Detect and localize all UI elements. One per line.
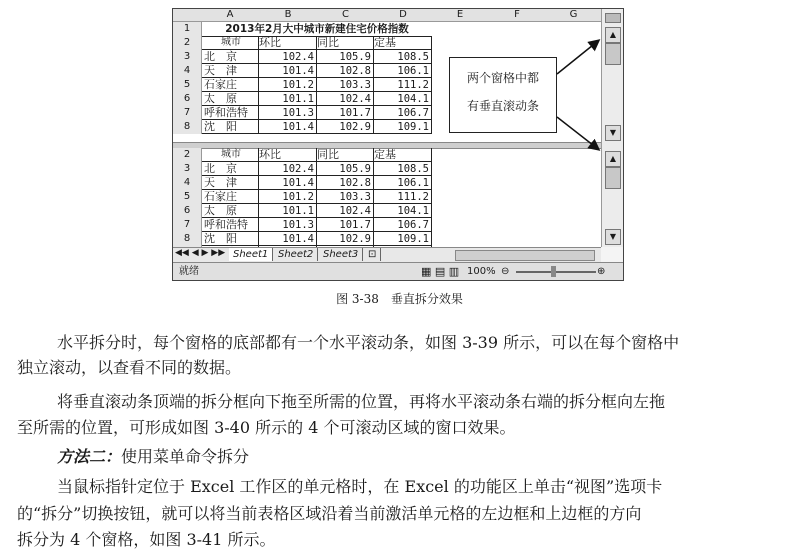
zoom-in-icon[interactable]: ⊕	[597, 266, 606, 277]
value-cell[interactable]: 102.4	[317, 92, 374, 106]
zoom-slider[interactable]	[516, 271, 596, 273]
method-text: 使用菜单命令拆分	[121, 447, 250, 466]
table-header-row: 2 城市 环比 同比 定基	[173, 148, 601, 162]
column-header[interactable]: F	[514, 9, 520, 20]
city-cell[interactable]: 沈 阳	[202, 232, 259, 246]
value-cell[interactable]: 102.4	[259, 162, 317, 176]
value-cell[interactable]: 102.9	[317, 120, 374, 134]
figure-caption: 图 3-38 垂直拆分效果	[336, 292, 463, 306]
value-cell[interactable]: 104.1	[374, 204, 432, 218]
callout-arrows	[173, 9, 601, 247]
horizontal-scrollbar[interactable]	[455, 250, 595, 261]
spreadsheet-figure	[172, 8, 624, 281]
value-cell[interactable]: 111.2	[374, 78, 432, 92]
scroll-down-icon[interactable]: ▼	[605, 229, 621, 245]
paragraph-3-line1: 当鼠标指针定位于 Excel 工作区的单元格时，在 Excel 的功能区上单击“视图”选项卡	[57, 477, 663, 496]
arrow-to-bottom-scrollbar	[557, 117, 598, 149]
zoom-slider-thumb[interactable]	[551, 266, 556, 277]
value-cell[interactable]: 101.4	[259, 64, 317, 78]
tab-sheet2[interactable]: Sheet2	[274, 248, 318, 261]
status-ready: 就绪	[179, 266, 199, 277]
method-heading	[57, 445, 787, 468]
value-cell[interactable]: 108.5	[374, 50, 432, 64]
worksheet-area	[173, 9, 601, 247]
paragraph-1-line2: 独立滚动，以查看不同的数据。	[17, 358, 242, 377]
row-header[interactable]: 6	[173, 204, 202, 218]
row-header[interactable]: 5	[173, 190, 202, 204]
tab-sheet1[interactable]: Sheet1	[229, 248, 273, 261]
value-cell[interactable]: 102.8	[317, 64, 374, 78]
value-cell[interactable]: 101.3	[259, 106, 317, 120]
scroll-down-icon[interactable]: ▼	[605, 125, 621, 141]
row-header[interactable]: 4	[173, 176, 202, 190]
status-bar	[173, 262, 624, 281]
column-header[interactable]: C	[342, 9, 349, 20]
vertical-scrollbar-area[interactable]	[601, 9, 624, 247]
value-cell[interactable]: 106.1	[374, 64, 432, 78]
city-cell[interactable]: 太 原	[202, 92, 259, 106]
row-header[interactable]: 4	[173, 64, 202, 78]
callout-text-line2: 有垂直滚动条	[466, 99, 539, 113]
column-header[interactable]: A	[226, 9, 234, 20]
paragraph-3-line2: 的“拆分”切换按钮，就可以将当前表格区域沿着当前激活单元格的左边框和上边框的方向	[17, 504, 642, 523]
tab-nav-icons[interactable]: ◀◀ ◀ ▶ ▶▶	[175, 248, 226, 258]
value-cell[interactable]: 101.1	[259, 204, 317, 218]
city-cell[interactable]: 北 京	[202, 50, 259, 64]
row-header[interactable]: 1	[173, 22, 202, 36]
value-cell[interactable]: 101.2	[259, 190, 317, 204]
column-header[interactable]: D	[399, 9, 407, 20]
value-cell[interactable]: 106.7	[374, 106, 432, 120]
city-cell[interactable]: 石家庄	[202, 190, 259, 204]
value-cell[interactable]: 103.3	[317, 190, 374, 204]
scroll-up-icon[interactable]: ▲	[605, 151, 621, 167]
value-cell[interactable]: 101.4	[259, 120, 317, 134]
row-header[interactable]: 3	[173, 162, 202, 176]
value-cell[interactable]: 109.1	[374, 232, 432, 246]
arrow-to-top-scrollbar	[557, 41, 598, 74]
city-cell[interactable]: 太 原	[202, 204, 259, 218]
value-cell[interactable]: 101.2	[259, 78, 317, 92]
value-cell[interactable]: 101.4	[259, 232, 317, 246]
paragraph-2-line1: 将垂直滚动条顶端的拆分框向下拖至所需的位置，再将水平滚动条右端的拆分框向左拖	[57, 392, 666, 411]
city-cell[interactable]: 呼和浩特	[202, 106, 259, 120]
value-cell[interactable]: 101.7	[317, 218, 374, 232]
scroll-up-icon[interactable]: ▲	[605, 27, 621, 43]
column-header[interactable]: B	[284, 9, 292, 20]
scroll-thumb[interactable]	[605, 167, 621, 189]
tab-sheet3[interactable]: Sheet3	[319, 248, 363, 261]
row-header[interactable]: 8	[173, 232, 202, 246]
row-header[interactable]: 3	[173, 50, 202, 64]
city-cell[interactable]: 呼和浩特	[202, 218, 259, 232]
city-cell[interactable]: 北 京	[202, 162, 259, 176]
row-header[interactable]: 7	[173, 106, 202, 120]
value-cell[interactable]: 101.7	[317, 106, 374, 120]
value-cell[interactable]: 106.1	[374, 176, 432, 190]
paragraph-3-line3: 拆分为 4 个窗格，如图 3-41 所示。	[17, 530, 276, 549]
column-header[interactable]: E	[456, 9, 464, 20]
value-cell[interactable]: 104.1	[374, 92, 432, 106]
value-cell[interactable]: 102.4	[259, 50, 317, 64]
paragraph-2-line2: 至所需的位置，可形成如图 3-40 所示的 4 个可滚动区域的窗口效果。	[17, 418, 516, 437]
row-header[interactable]: 7	[173, 218, 202, 232]
method-label: 方法二：	[57, 447, 122, 466]
value-cell[interactable]: 101.4	[259, 176, 317, 190]
city-cell[interactable]: 沈 阳	[202, 120, 259, 134]
city-cell[interactable]: 天 津	[202, 176, 259, 190]
split-box[interactable]	[605, 13, 621, 23]
table-header-row: 2 城市 环比 同比 定基	[173, 36, 601, 50]
value-cell[interactable]: 109.1	[374, 120, 432, 134]
view-mode-icons[interactable]: ▦ ▤ ▥	[421, 265, 460, 278]
value-cell[interactable]: 105.9	[317, 50, 374, 64]
value-cell[interactable]: 102.9	[317, 232, 374, 246]
callout-text-line1: 两个窗格中都	[466, 71, 539, 85]
row-header[interactable]: 8	[173, 120, 202, 134]
value-cell[interactable]: 101.1	[259, 92, 317, 106]
row-header[interactable]: 6	[173, 92, 202, 106]
value-cell[interactable]: 108.5	[374, 162, 432, 176]
value-cell[interactable]: 102.4	[317, 204, 374, 218]
value-cell[interactable]: 111.2	[374, 190, 432, 204]
scroll-thumb[interactable]	[605, 43, 621, 65]
city-cell[interactable]: 石家庄	[202, 78, 259, 92]
value-cell[interactable]: 105.9	[317, 162, 374, 176]
zoom-out-icon[interactable]: ⊖	[501, 266, 510, 277]
value-cell[interactable]: 102.8	[317, 176, 374, 190]
value-cell[interactable]: 101.3	[259, 218, 317, 232]
column-header[interactable]: G	[569, 9, 578, 20]
table-title: 2013年2月大中城市新建住宅价格指数	[202, 22, 432, 37]
city-cell[interactable]: 天 津	[202, 64, 259, 78]
new-sheet-icon[interactable]: ⊡	[364, 248, 381, 261]
row-header[interactable]: 5	[173, 78, 202, 92]
zoom-level[interactable]: 100%	[467, 266, 496, 277]
value-cell[interactable]: 106.7	[374, 218, 432, 232]
paragraph-1-line1: 水平拆分时，每个窗格的底部都有一个水平滚动条，如图 3-39 所示，可以在每个窗格中	[57, 333, 680, 352]
value-cell[interactable]: 103.3	[317, 78, 374, 92]
